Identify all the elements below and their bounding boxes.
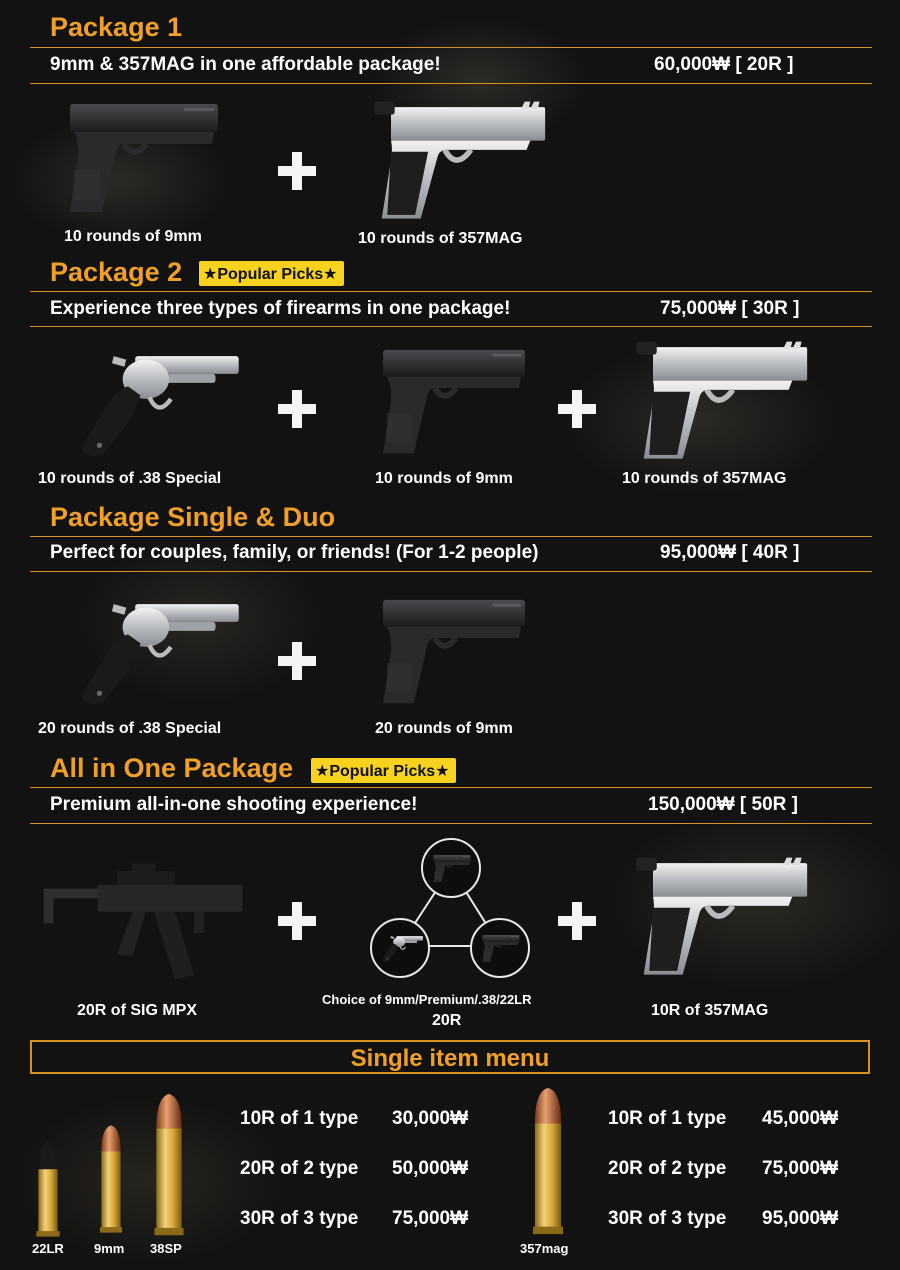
menu-row-label: 20R of 2 type bbox=[240, 1158, 359, 1179]
all-in-one-item-caption: Choice of 9mm/Premium/.38/22LR bbox=[322, 992, 532, 1007]
menu-row-label: 30R of 3 type bbox=[608, 1208, 727, 1229]
glock-pistol-icon bbox=[432, 854, 472, 884]
divider bbox=[30, 291, 872, 292]
all-in-one-price: 150,000₩ [ 50R ] bbox=[648, 794, 798, 815]
premium-pistol-icon bbox=[480, 934, 522, 964]
divider bbox=[30, 571, 872, 572]
package-2-description: Experience three types of firearms in one package! bbox=[50, 298, 511, 319]
popular-picks-badge: ★Popular Picks★ bbox=[199, 261, 344, 286]
menu-row-label: 30R of 3 type bbox=[240, 1208, 359, 1229]
ammo-label: 38SP bbox=[150, 1241, 182, 1256]
divider bbox=[30, 823, 872, 824]
choice-38-circle bbox=[370, 918, 430, 978]
divider bbox=[30, 536, 872, 537]
package-1-title: Package 1 bbox=[50, 12, 183, 42]
glock-pistol-icon bbox=[374, 346, 534, 461]
all-in-one-description: Premium all-in-one shooting experience! bbox=[50, 794, 418, 815]
all-in-one-item-caption: 20R bbox=[432, 1012, 462, 1029]
package-2-item-caption: 10 rounds of 357MAG bbox=[622, 470, 787, 487]
plus-icon bbox=[278, 390, 316, 428]
menu-row-label: 10R of 1 type bbox=[240, 1108, 359, 1129]
package-single-duo-price: 95,000₩ [ 40R ] bbox=[660, 542, 800, 563]
glock-pistol-icon bbox=[374, 596, 534, 711]
package-2-item-caption: 10 rounds of .38 Special bbox=[38, 470, 222, 487]
revolver-icon bbox=[378, 932, 424, 964]
package-1-item-caption: 10 rounds of 357MAG bbox=[358, 230, 523, 247]
sig-mpx-icon bbox=[36, 850, 256, 985]
divider bbox=[30, 83, 872, 84]
all-in-one-item-caption: 20R of SIG MPX bbox=[77, 1002, 198, 1019]
menu-row-price: 45,000₩ bbox=[762, 1108, 839, 1129]
plus-icon bbox=[558, 902, 596, 940]
single-menu-title: Single item menu bbox=[350, 1045, 550, 1072]
package-2-item-caption: 10 rounds of 9mm bbox=[375, 470, 513, 487]
bullet-9mm-icon bbox=[92, 1124, 130, 1234]
bullet-38sp-icon bbox=[148, 1092, 190, 1237]
revolver-icon bbox=[58, 588, 248, 713]
package-single-duo-item-caption: 20 rounds of 9mm bbox=[375, 720, 513, 737]
divider bbox=[30, 787, 872, 788]
bullet-357mag-icon bbox=[522, 1086, 574, 1236]
ammo-label: 357mag bbox=[520, 1241, 569, 1256]
ammo-label: 22LR bbox=[32, 1241, 64, 1256]
plus-icon bbox=[278, 642, 316, 680]
menu-row-price: 95,000₩ bbox=[762, 1208, 839, 1229]
choice-premium-circle bbox=[470, 918, 530, 978]
ammo-label: 9mm bbox=[94, 1241, 125, 1256]
package-1-item-caption: 10 rounds of 9mm bbox=[64, 228, 202, 245]
package-2-title: Package 2 bbox=[50, 257, 183, 287]
desert-eagle-pistol-icon bbox=[618, 852, 818, 982]
menu-row-price: 30,000₩ bbox=[392, 1108, 469, 1129]
bullet-22lr-icon bbox=[32, 1128, 64, 1238]
menu-row-label: 10R of 1 type bbox=[608, 1108, 727, 1129]
plus-icon bbox=[558, 390, 596, 428]
desert-eagle-pistol-icon bbox=[356, 96, 556, 226]
package-1-description: 9mm & 357MAG in one affordable package! bbox=[50, 54, 441, 75]
desert-eagle-pistol-icon bbox=[618, 336, 818, 466]
all-in-one-title: All in One Package bbox=[50, 753, 294, 783]
menu-row-price: 50,000₩ bbox=[392, 1158, 469, 1179]
glock-pistol-icon bbox=[64, 100, 224, 220]
package-single-duo-title: Package Single & Duo bbox=[50, 502, 336, 532]
plus-icon bbox=[278, 902, 316, 940]
menu-row-label: 20R of 2 type bbox=[608, 1158, 727, 1179]
package-1-price: 60,000₩ [ 20R ] bbox=[654, 54, 794, 75]
divider bbox=[30, 326, 872, 327]
menu-row-price: 75,000₩ bbox=[762, 1158, 839, 1179]
package-single-duo-item-caption: 20 rounds of .38 Special bbox=[38, 720, 222, 737]
all-in-one-item-caption: 10R of 357MAG bbox=[651, 1002, 769, 1019]
revolver-icon bbox=[58, 340, 248, 465]
menu-row-price: 75,000₩ bbox=[392, 1208, 469, 1229]
single-menu-header bbox=[30, 1040, 870, 1074]
package-single-duo-description: Perfect for couples, family, or friends! (For 1-2 people) bbox=[50, 542, 539, 563]
plus-icon bbox=[278, 152, 316, 190]
choice-9mm-circle bbox=[421, 838, 481, 898]
package-2-price: 75,000₩ [ 30R ] bbox=[660, 298, 800, 319]
popular-picks-badge: ★Popular Picks★ bbox=[311, 758, 456, 783]
divider bbox=[30, 47, 872, 48]
